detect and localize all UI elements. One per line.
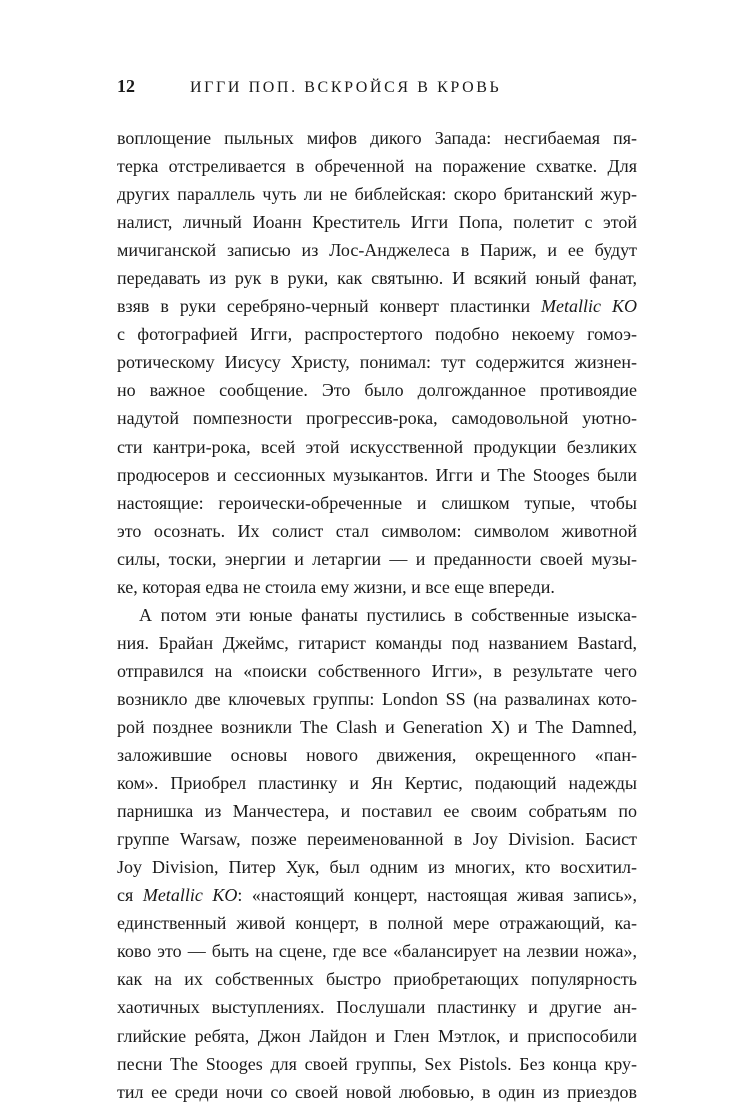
- text-line: [117, 1022, 637, 1050]
- body-text: [117, 124, 637, 1106]
- text-line: [117, 629, 637, 657]
- text-run: продюсеров и сессионных музыкантов. Игги и The Stooges были: [117, 464, 637, 485]
- text-line: [117, 769, 637, 797]
- text-line: [117, 657, 637, 685]
- text-line: [117, 993, 637, 1021]
- text-line: [117, 1050, 637, 1078]
- text-run: это осознать. Их солист стал символом: символом животной: [117, 520, 637, 541]
- text-line: [117, 517, 637, 545]
- text-line: [117, 208, 637, 236]
- text-line: [117, 376, 637, 404]
- text-run: терка отстреливается в обреченной на поражение схватке. Для: [117, 156, 637, 177]
- text-run: воплощение пыльных мифов дикого Запада: несгибаемая пя-: [117, 128, 637, 148]
- text-run: настоящие: героически-обреченные и слишком тупые, чтобы: [117, 492, 637, 513]
- text-run: А потом эти юные фанаты пустились в собственные изыска-: [139, 604, 637, 625]
- text-line: [117, 236, 637, 264]
- text-line: [117, 404, 637, 432]
- text-line: [117, 965, 637, 993]
- text-line: [117, 741, 637, 769]
- italic-title: Metallic KO: [142, 885, 238, 906]
- text-run: ке, которая едва не стоила ему жизни, и все еще впереди.: [117, 576, 555, 597]
- text-run: но важное сообщение. Это было долгожданное противоядие: [117, 380, 637, 401]
- text-line: [117, 853, 637, 881]
- text-run: ротическому Иисусу Христу, понимал: тут содержится жизнен-: [117, 352, 637, 373]
- text-line: [117, 797, 637, 825]
- text-line: [117, 124, 637, 152]
- text-run: сти кантри-рока, всей этой искусственной продукции безликих: [117, 436, 637, 457]
- page-number: 12: [117, 76, 135, 96]
- text-line: [117, 545, 637, 573]
- text-run: ком». Приобрел пластинку и Ян Кертис, подающий надежды: [117, 773, 637, 794]
- text-run: ся: [117, 885, 143, 906]
- text-line: [117, 573, 637, 601]
- paragraph: [117, 601, 637, 1106]
- text-run: налист, личный Иоанн Креститель Игги Попа, полетит с этой: [117, 212, 637, 233]
- running-head: [117, 74, 637, 98]
- paragraph: [117, 124, 637, 601]
- text-line: [117, 937, 637, 965]
- text-run: парнишка из Манчестера, и поставил ее своим собратьям по: [117, 801, 637, 822]
- text-line: [117, 292, 637, 320]
- text-run: рой позднее возникли The Clash и Generation X) и The Damned,: [117, 716, 637, 737]
- text-run: глийские ребята, Джон Лайдон и Глен Мэтлок, и приспособили: [117, 1025, 637, 1046]
- text-line: [117, 264, 637, 292]
- text-run: Joy Division, Питер Хук, был одним из многих, кто восхитил-: [117, 857, 637, 878]
- text-line: [117, 348, 637, 376]
- text-line: [117, 713, 637, 741]
- text-line: [117, 461, 637, 489]
- text-run: ния. Брайан Джеймс, гитарист команды под названием Bastard,: [117, 632, 637, 653]
- text-run: группе Warsaw, позже переименованной в Joy Division. Басист: [117, 829, 637, 850]
- text-run: силы, тоски, энергии и летаргии — и преданности своей музы-: [117, 548, 637, 569]
- text-run: ково это — быть на сцене, где все «балансирует на лезвии ножа»,: [117, 941, 637, 962]
- text-run: взяв в руки серебряно-черный конверт пластинки: [117, 296, 542, 317]
- text-line: [117, 180, 637, 208]
- text-run: отправился на «поиски собственного Игги», в результате чего: [117, 660, 637, 681]
- text-run: мичиганской записью из Лос-Анджелеса в Париж, и ее будут: [117, 240, 637, 261]
- text-line: [117, 685, 637, 713]
- text-line: [117, 601, 637, 629]
- text-run: заложившие основы нового движения, окрещенного «пан-: [117, 745, 637, 766]
- text-run: как на их собственных быстро приобретающих популярность: [117, 969, 637, 990]
- italic-title: Metallic KO: [541, 296, 637, 317]
- text-run: с фотографией Игги, распростертого подобно некоему гомоэ-: [117, 324, 637, 345]
- running-title: ИГГИ ПОП. ВСКРОЙСЯ В КРОВЬ: [190, 79, 502, 96]
- text-line: [117, 320, 637, 348]
- text-run: надутой помпезности прогрессив-рока, самодовольной уютно-: [117, 408, 637, 429]
- text-run: песни The Stooges для своей группы, Sex Pistols. Без конца кру-: [117, 1053, 637, 1074]
- text-line: [117, 909, 637, 937]
- text-run: других параллель чуть ли не библейская: скоро британский жур-: [117, 184, 637, 205]
- text-run: тил ее среди ночи со своей новой любовью, в один из приездов: [117, 1081, 637, 1102]
- text-run: хаотичных выступлениях. Послушали пластинку и другие ан-: [117, 997, 637, 1018]
- text-run: передавать из рук в руки, как святыню. И всякий юный фанат,: [117, 268, 637, 289]
- text-line: [117, 152, 637, 180]
- text-run: возникло две ключевых группы: London SS (на развалинах кото-: [117, 688, 637, 709]
- text-run: единственный живой концерт, в полной мере отражающий, ка-: [117, 913, 637, 934]
- text-line: [117, 1078, 637, 1106]
- text-line: [117, 489, 637, 517]
- text-line: [117, 825, 637, 853]
- text-line: [117, 881, 637, 909]
- text-run: : «настоящий концерт, настоящая живая запись»,: [237, 885, 637, 906]
- text-line: [117, 433, 637, 461]
